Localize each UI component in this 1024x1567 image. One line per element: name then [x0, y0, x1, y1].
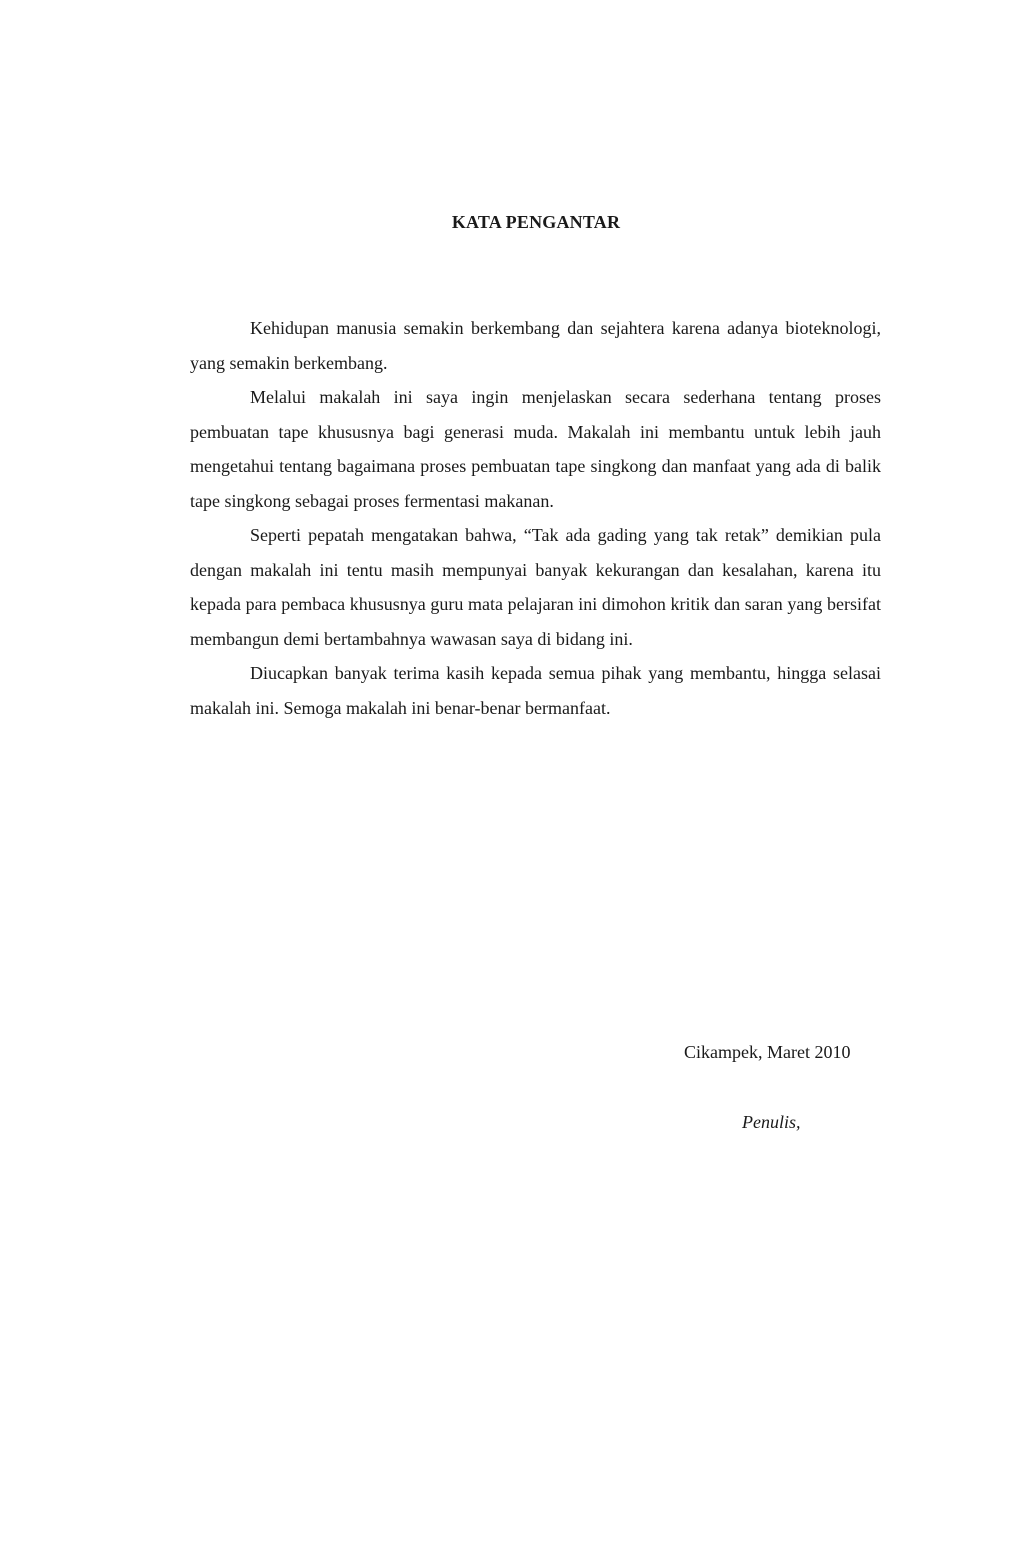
preface-body — [190, 311, 881, 725]
paragraph-3: Seperti pepatah mengatakan bahwa, “Tak ada gading yang tak retak” demikian pula dengan makalah ini tentu masih mempunyai banyak kekurangan dan kesalahan, karena itu kepada para pembaca khususnya guru mata pelajaran ini dimohon kritik dan saran yang bersifat membangun demi bertambahnya wawasan saya di bidang ini. — [190, 525, 881, 649]
paragraph-1: Kehidupan manusia semakin berkembang dan sejahtera karena adanya bioteknologi, yang semakin berkembang. — [190, 318, 881, 373]
paragraph-2: Melalui makalah ini saya ingin menjelaskan secara sederhana tentang proses pembuatan tape khususnya bagi generasi muda. Makalah ini membantu untuk lebih jauh mengetahui tentang bagaimana proses pembuatan tape singkong dan manfaat yang ada di balik tape singkong sebagai proses fermentasi makanan. — [190, 387, 881, 511]
author-signature-label: Penulis, — [742, 1112, 801, 1132]
paragraph-4: Diucapkan banyak terima kasih kepada semua pihak yang membantu, hingga selasai makalah ini. Semoga makalah ini benar-benar bermanfaat. — [190, 663, 881, 718]
place-date: Cikampek, Maret 2010 — [684, 1042, 851, 1062]
page-title: KATA PENGANTAR — [451, 212, 621, 232]
